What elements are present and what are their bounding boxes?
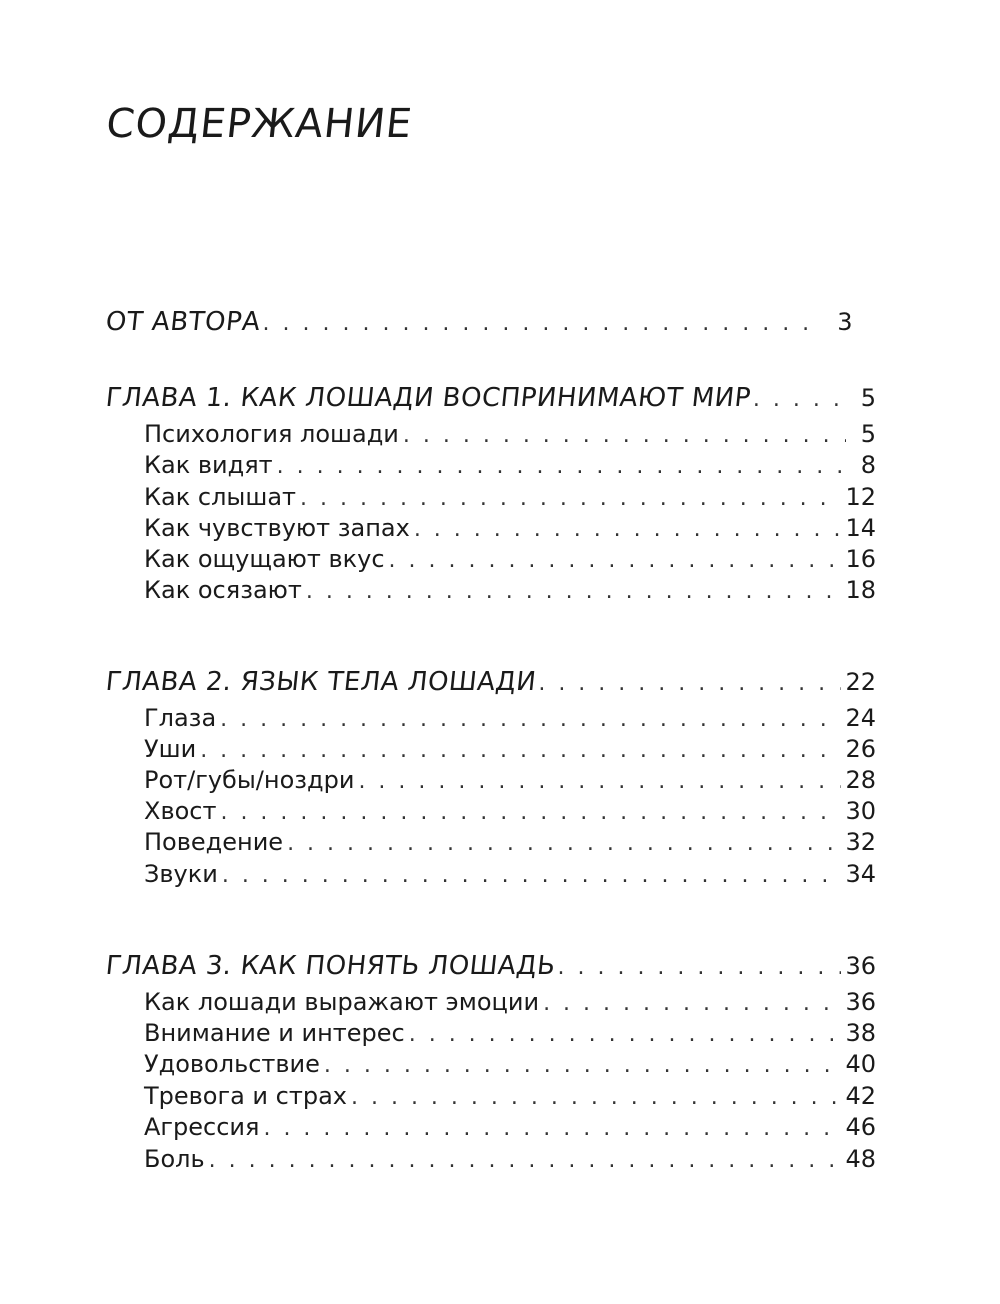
dot-leader — [409, 1019, 842, 1051]
toc-section — [144, 1048, 876, 1082]
dot-leader — [220, 704, 841, 736]
toc-section — [144, 1017, 876, 1051]
toc-section — [144, 1111, 876, 1145]
toc-section — [144, 481, 876, 515]
toc-section-label: Боль — [144, 1145, 205, 1173]
toc-section-label: Поведение — [144, 828, 284, 856]
toc-section-label: Звуки — [144, 860, 218, 888]
page-title: СОДЕРЖАНИЕ — [104, 101, 415, 147]
toc-section-page: 32 — [845, 828, 876, 856]
toc-chapter-label: ГЛАВА 2. ЯЗЫК ТЕЛА ЛОШАДИ — [104, 667, 538, 697]
toc-section-page: 34 — [845, 860, 876, 888]
toc-section-page: 16 — [845, 545, 876, 573]
dot-leader — [403, 420, 846, 452]
toc-chapter-3 — [104, 948, 876, 986]
dot-leader — [324, 1050, 842, 1082]
toc-entry-label: ОТ АВТОРА — [104, 307, 263, 337]
toc-section-page: 42 — [845, 1082, 876, 1110]
toc-section — [144, 418, 876, 452]
dot-leader — [543, 988, 841, 1020]
dot-leader — [220, 797, 841, 829]
toc-section-label: Психология лошади — [144, 420, 399, 448]
toc-section — [144, 986, 876, 1020]
dot-leader — [538, 666, 841, 702]
toc-section — [144, 1143, 876, 1177]
dot-leader — [277, 451, 846, 483]
toc-section-page: 46 — [845, 1113, 876, 1141]
toc-section — [144, 733, 876, 767]
toc-section-page: 14 — [845, 514, 876, 542]
toc-section-label: Тревога и страх — [144, 1082, 347, 1110]
toc-section — [144, 1080, 876, 1114]
dot-leader — [263, 306, 823, 342]
toc-section — [144, 858, 876, 892]
toc-section-label: Как видят — [144, 451, 273, 479]
toc-section-label: Как чувствуют запах — [144, 514, 410, 542]
toc-section — [144, 512, 876, 546]
dot-leader — [389, 545, 842, 577]
dot-leader — [753, 382, 846, 418]
toc-section — [144, 795, 876, 829]
toc-section-label: Глаза — [144, 704, 217, 732]
toc-section-page: 30 — [845, 797, 876, 825]
toc-section-page: 18 — [845, 576, 876, 604]
toc-section-page: 38 — [845, 1019, 876, 1047]
toc-chapter-2 — [104, 664, 876, 702]
toc-chapter-label: ГЛАВА 1. КАК ЛОШАДИ ВОСПРИНИМАЮТ МИР — [104, 383, 753, 413]
toc-section-label: Хвост — [144, 797, 217, 825]
toc-section — [144, 826, 876, 860]
toc-section — [144, 702, 876, 736]
dot-leader — [558, 950, 842, 986]
toc-section-label: Внимание и интерес — [144, 1019, 405, 1047]
toc-section-page: 24 — [845, 704, 876, 732]
toc-section-label: Удовольствие — [144, 1050, 320, 1078]
toc-section-page: 8 — [860, 451, 876, 479]
toc-entry-page: 3 — [837, 308, 853, 336]
toc-chapter-page: 22 — [845, 668, 876, 696]
dot-leader — [209, 1145, 842, 1177]
toc-chapter-page: 36 — [845, 952, 876, 980]
toc-section-label: Как слышат — [144, 483, 297, 511]
toc-section-page: 5 — [860, 420, 876, 448]
dot-leader — [351, 1082, 841, 1114]
toc-section — [144, 449, 876, 483]
dot-leader — [287, 828, 841, 860]
toc-section-label: Уши — [144, 735, 197, 763]
dot-leader — [358, 766, 841, 798]
toc-section — [144, 764, 876, 798]
toc-section-page: 26 — [845, 735, 876, 763]
dot-leader — [300, 483, 841, 515]
toc-section-label: Как ощущают вкус — [144, 545, 385, 573]
toc-chapter-page: 5 — [860, 384, 876, 412]
dot-leader — [414, 514, 842, 546]
toc-section-label: Как лошади выражают эмоции — [144, 988, 540, 1016]
toc-section-label: Как осязают — [144, 576, 302, 604]
toc-chapter-1 — [104, 380, 876, 418]
dot-leader — [263, 1113, 841, 1145]
dot-leader — [200, 735, 841, 767]
toc-section-label: Рот/губы/ноздри — [144, 766, 355, 794]
toc-section-page: 48 — [845, 1145, 876, 1173]
toc-entry-intro — [104, 304, 876, 342]
toc-section-page: 36 — [845, 988, 876, 1016]
toc-chapter-label: ГЛАВА 3. КАК ПОНЯТЬ ЛОШАДЬ — [104, 951, 557, 981]
toc-section — [144, 574, 876, 608]
toc-section-page: 28 — [845, 766, 876, 794]
dot-leader — [222, 860, 842, 892]
toc-section — [144, 543, 876, 577]
toc-section-page: 12 — [845, 483, 876, 511]
dot-leader — [306, 576, 842, 608]
toc-section-page: 40 — [845, 1050, 876, 1078]
toc-section-label: Агрессия — [144, 1113, 260, 1141]
